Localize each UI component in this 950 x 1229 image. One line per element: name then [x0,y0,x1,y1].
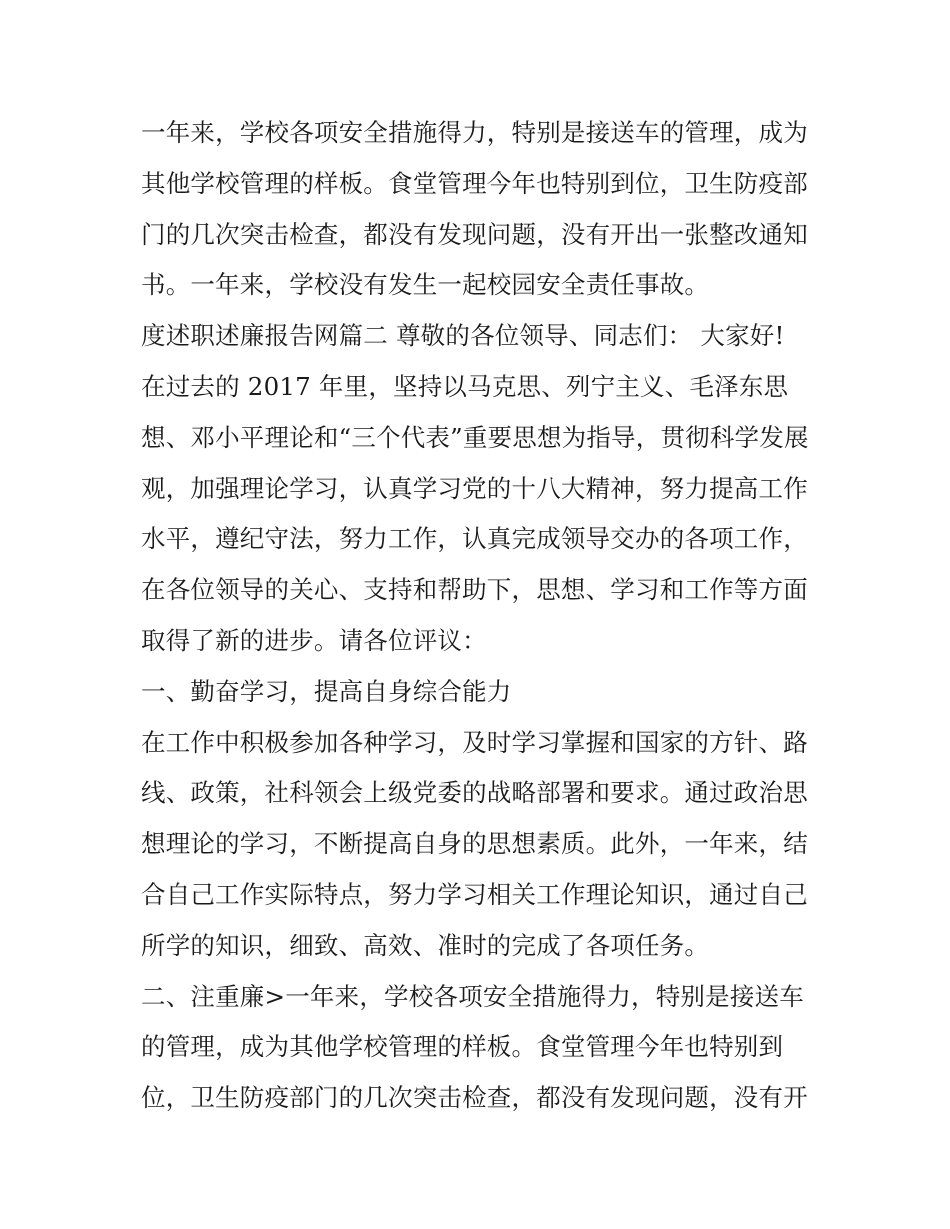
text-line: 在过去的 2017 年里，坚持以马克思、列宁主义、毛泽东思 [141,371,789,401]
text-line: 门的几次突击检查，都没有发现问题，没有开出一张整改通知 [141,219,808,249]
section-heading-line: 一、勤奋学习，提高自身综合能力 [141,676,512,706]
text-line: 取得了新的进步。请各位评议： [141,625,487,655]
text-line: 的管理，成为其他学校管理的样板。食堂管理今年也特别到 [141,1032,784,1062]
text-line: 其他学校管理的样板。食堂管理今年也特别到位，卫生防疫部 [141,168,808,198]
section-heading-line: 二、注重廉>一年来，学校各项安全措施得力，特别是接送车 [141,981,804,1011]
text-line: 在各位领导的关心、支持和帮助下，思想、学习和工作等方面 [141,575,808,605]
section-heading-line: 度述职述廉报告网篇二 尊敬的各位领导、同志们： 大家好! [141,321,785,351]
text-line: 水平，遵纪守法，努力工作，认真完成领导交办的各项工作， [141,524,808,554]
text-line: 在工作中积极参加各种学习，及时学习掌握和国家的方针、路 [141,727,808,757]
text-line: 想理论的学习，不断提高自身的思想素质。此外，一年来，结 [141,829,808,859]
text-line: 合自己工作实际特点，努力学习相关工作理论知识，通过自己 [141,879,808,909]
document-body [141,108,831,1124]
text-line: 观，加强理论学习，认真学习党的十八大精神，努力提高工作 [141,473,808,503]
text-line: 书。一年来，学校没有发生一起校园安全责任事故。 [141,270,710,300]
text-line: 一年来，学校各项安全措施得力，特别是接送车的管理，成为 [141,118,808,147]
text-line: 想、邓小平理论和“三个代表”重要思想为指导，贯彻科学发展 [141,422,809,452]
text-line: 位，卫生防疫部门的几次突击检查，都没有发现问题，没有开 [141,1083,808,1113]
text-line: 线、政策，社科领会上级党委的战略部署和要求。通过政治思 [141,778,808,808]
text-line: 所学的知识，细致、高效、准时的完成了各项任务。 [141,930,710,960]
